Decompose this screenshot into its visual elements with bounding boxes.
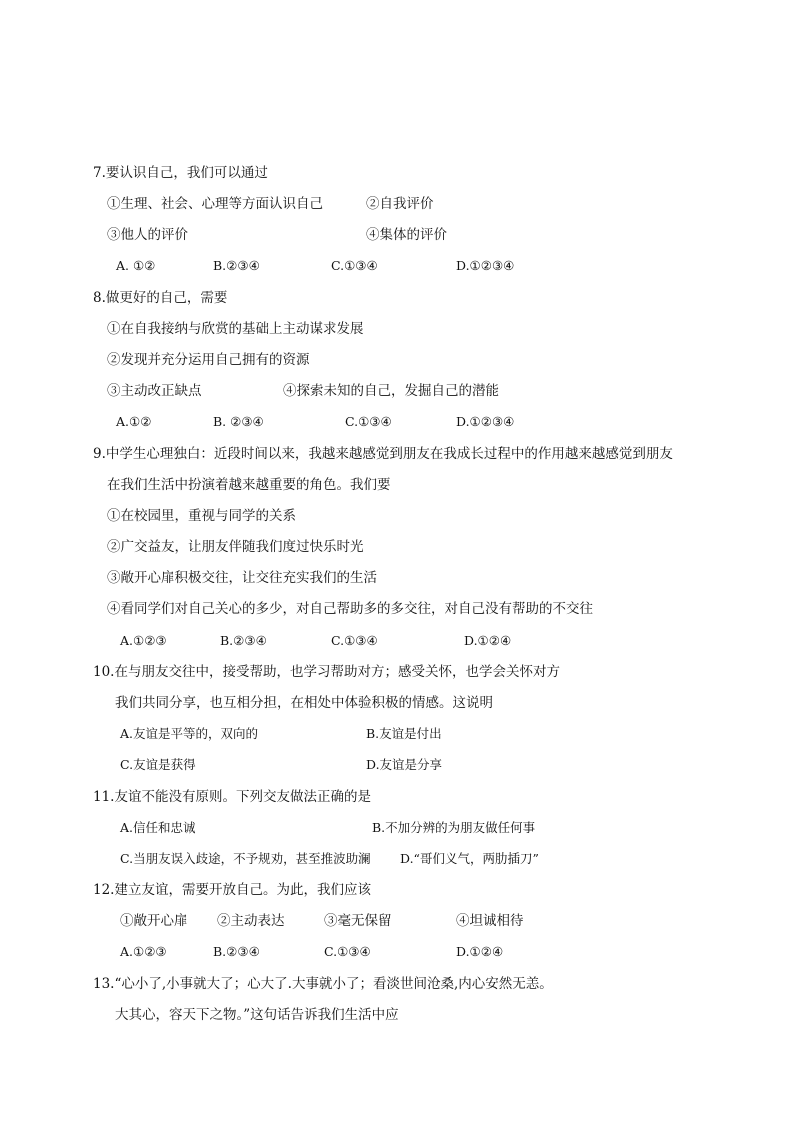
q8-option-b: B. ②③④ [213, 414, 264, 429]
q10-stem-line-2: 我们共同分享，也互相分担，在相处中体验积极的情感。这说明 [115, 695, 493, 711]
q12-item-3: ③毫无保留 [324, 913, 392, 929]
q9-item-2: ②广交益友，让朋友伴随我们度过快乐时光 [107, 539, 364, 555]
q7-option-c: C.①③④ [331, 258, 378, 273]
q7-item-3: ③他人的评价 [107, 227, 188, 243]
q12-item-1: ①敞开心扉 [120, 913, 188, 929]
q8-option-d: D.①②③④ [456, 414, 515, 429]
q12-option-d: D.①②④ [456, 944, 504, 959]
q9-stem-line-2: 在我们生活中扮演着越来越重要的角色。我们要 [107, 477, 391, 493]
q9-option-d: D.①②④ [464, 633, 512, 648]
q10-option-b: B.友谊是付出 [366, 726, 442, 741]
q8-option-c: C.①③④ [345, 414, 392, 429]
q9-option-c: C.①③④ [331, 633, 378, 648]
q8-item-1: ①在自我接纳与欣赏的基础上主动谋求发展 [107, 321, 364, 337]
q12-stem: 12.建立友谊，需要开放自己。为此，我们应该 [93, 882, 371, 898]
q13-stem-line-1: 13.“心小了,小事就大了；心大了.大事就小了；看淡世间沧桑,内心安然无恙。 [93, 976, 553, 992]
q9-stem-line-1: 9.中学生心理独白：近段时间以来，我越来越感觉到朋友在我成长过程中的作用越来越感觉到朋友 [93, 446, 673, 462]
q11-option-c: C.当朋友误入歧途，不予规劝，甚至推波助澜 [120, 851, 371, 866]
q13-stem-line-2: 大其心，容天下之物。”这句话告诉我们生活中应 [115, 1007, 399, 1023]
q7-stem: 7.要认识自己，我们可以通过 [93, 165, 268, 181]
q7-item-4: ④集体的评价 [366, 227, 447, 243]
q8-item-4: ④探索未知的自己，发掘自己的潜能 [283, 383, 499, 399]
q7-option-b: B.②③④ [213, 258, 260, 273]
q9-item-4: ④看同学们对自己关心的多少，对自己帮助多的多交往，对自己没有帮助的不交往 [107, 601, 593, 617]
q10-option-a: A.友谊是平等的，双向的 [120, 726, 259, 741]
q12-item-4: ④坦诚相待 [456, 913, 524, 929]
q9-option-a: A.①②③ [120, 633, 167, 648]
q7-option-a: A. ①② [116, 258, 156, 273]
q12-item-2: ②主动表达 [217, 913, 285, 929]
q9-option-b: B.②③④ [220, 633, 267, 648]
q10-option-c: C.友谊是获得 [120, 757, 196, 772]
q12-option-a: A.①②③ [120, 944, 167, 959]
q8-item-2: ②发现并充分运用自己拥有的资源 [107, 352, 310, 368]
q10-option-d: D.友谊是分享 [366, 757, 443, 772]
q8-option-a: A.①② [116, 414, 152, 429]
q11-stem: 11.友谊不能没有原则。下列交友做法正确的是 [93, 789, 371, 805]
q11-option-b: B.不加分辨的为朋友做任何事 [372, 820, 536, 835]
q11-option-a: A.信任和忠诚 [120, 820, 196, 835]
q7-item-1: ①生理、社会、心理等方面认识自己 [107, 196, 323, 212]
q9-item-1: ①在校园里，重视与同学的关系 [107, 508, 296, 524]
q12-option-c: C.①③④ [324, 944, 371, 959]
q7-option-d: D.①②③④ [456, 258, 515, 273]
q11-option-d: D.“哥们义气，两肋插刀” [400, 851, 539, 866]
q9-item-3: ③敞开心扉积极交往，让交往充实我们的生活 [107, 570, 377, 586]
q8-stem: 8.做更好的自己，需要 [93, 290, 228, 306]
q10-stem-line-1: 10.在与朋友交往中，接受帮助，也学习帮助对方；感受关怀，也学会关怀对方 [93, 664, 560, 680]
q8-item-3: ③主动改正缺点 [107, 383, 202, 399]
q7-item-2: ②自我评价 [366, 196, 434, 212]
q12-option-b: B.②③④ [213, 944, 260, 959]
